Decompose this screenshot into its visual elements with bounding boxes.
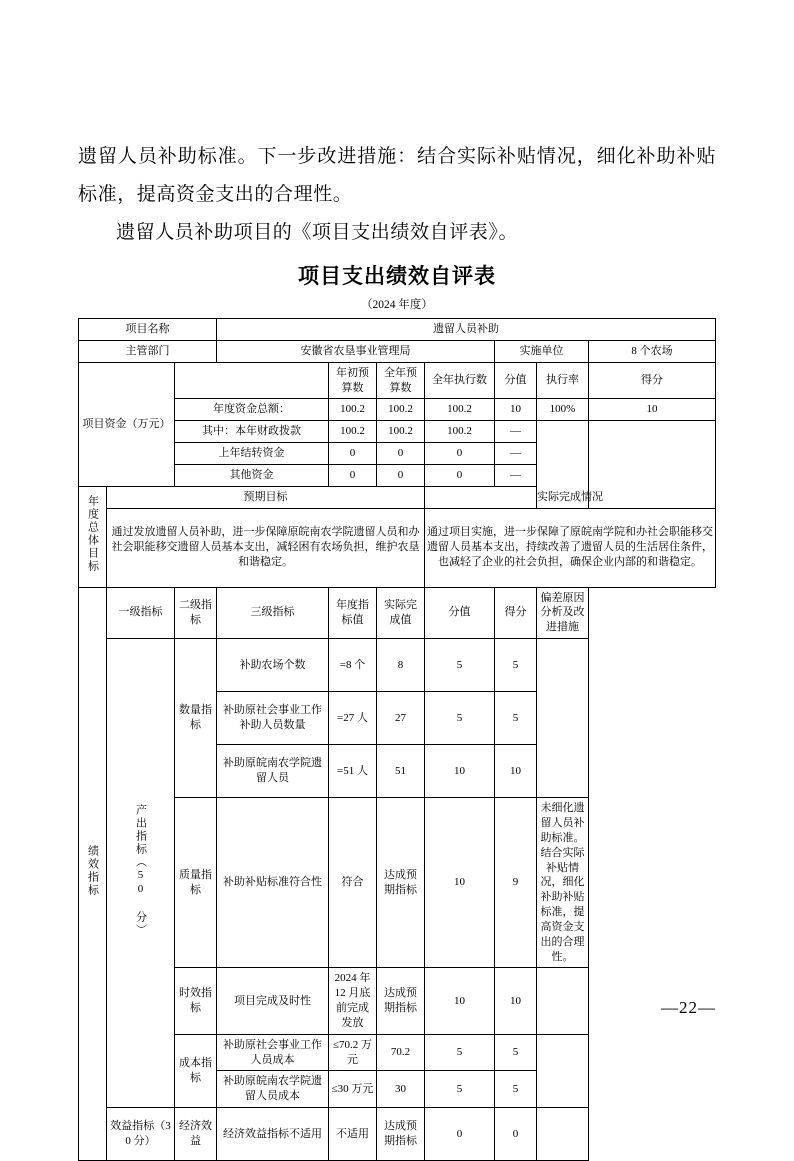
text-actual-completion: 通过项目实施，进一步保障了原皖南学院和办社会职能移交遗留人员基本支出，持续改善了遗留人员的生活居住条件，也减轻了企业的社会负担，确保企业内部的和谐稳定。 <box>425 508 716 587</box>
indicator-5-actual: 70.2 <box>377 1034 425 1071</box>
indicator-7-note <box>537 1108 589 1161</box>
funds-row-1-name: 其中：本年财政拨款 <box>175 421 329 443</box>
indicator-4-note <box>537 968 589 1034</box>
table-row <box>79 639 716 692</box>
table-row <box>79 587 716 639</box>
funds-row-0-name: 年度资金总额： <box>175 399 329 421</box>
sub-quantity-indicator: 数量指标 <box>175 639 217 798</box>
table-row <box>79 340 716 362</box>
indicator-1-got: 5 <box>495 692 537 745</box>
funds-row-0-c6: 10 <box>589 399 716 421</box>
header-level2-indicator: 二级指标 <box>175 587 217 639</box>
indicator-1-target: =27 人 <box>329 692 377 745</box>
indicator-0-score: 5 <box>425 639 495 692</box>
indicator-cost-note <box>537 1034 589 1107</box>
performance-self-evaluation-table <box>78 318 716 1161</box>
table-row <box>79 508 716 587</box>
table-row <box>79 319 716 341</box>
funds-row-0-c1: 100.2 <box>329 399 377 421</box>
indicator-5-target: ≤70.2 万元 <box>329 1034 377 1071</box>
funds-row-0-c3: 100.2 <box>425 399 495 421</box>
table-row <box>79 1108 716 1161</box>
funds-row-2-c3: 0 <box>425 443 495 465</box>
header-point-value: 分值 <box>425 587 495 639</box>
indicator-2-name: 补助原皖南农学院遗留人员 <box>217 745 329 798</box>
indicator-0-target: =8 个 <box>329 639 377 692</box>
indicator-6-target: ≤30 万元 <box>329 1071 377 1108</box>
table-row <box>79 399 716 421</box>
indicator-6-actual: 30 <box>377 1071 425 1108</box>
header-expected-goal: 预期目标 <box>107 486 425 508</box>
table-row <box>79 421 716 443</box>
funds-row-0-c4: 10 <box>495 399 537 421</box>
funds-header-blank <box>175 362 329 399</box>
indicator-3-score: 10 <box>425 798 495 968</box>
indicator-quantity-note <box>537 639 589 798</box>
table-row <box>79 968 716 1034</box>
funds-row-0-c5: 100% <box>537 399 589 421</box>
sub-quality-indicator: 质量指标 <box>175 798 217 968</box>
funds-header-2: 全年执行数 <box>425 362 495 399</box>
page-number: —22— <box>661 998 716 1017</box>
indicator-1-actual: 27 <box>377 692 425 745</box>
indicator-2-got: 10 <box>495 745 537 798</box>
label-implementing-unit: 实施单位 <box>495 340 589 362</box>
sub-timeliness-indicator: 时效指标 <box>175 968 217 1034</box>
group-output-indicator-text: 产出指标（50 分） <box>134 804 147 938</box>
table-row <box>79 362 716 399</box>
indicator-3-name: 补助补贴标准符合性 <box>217 798 329 968</box>
indicator-4-got: 10 <box>495 968 537 1034</box>
indicator-5-got: 5 <box>495 1034 537 1071</box>
indicator-6-name: 补助原皖南农学院遗留人员成本 <box>217 1071 329 1108</box>
indicator-3-got: 9 <box>495 798 537 968</box>
funds-row-1-c1: 100.2 <box>329 421 377 443</box>
funds-header-3: 分值 <box>495 362 537 399</box>
header-actual-value: 实际完成值 <box>377 587 425 639</box>
label-department: 主管部门 <box>79 340 217 362</box>
indicator-2-actual: 51 <box>377 745 425 798</box>
indicator-0-got: 5 <box>495 639 537 692</box>
indicator-3-actual: 达成预期指标 <box>377 798 425 968</box>
indicator-3-target: 符合 <box>329 798 377 968</box>
indicator-7-target: 不适用 <box>329 1108 377 1161</box>
table-row <box>79 486 716 508</box>
indicator-6-score: 5 <box>425 1071 495 1108</box>
label-performance-indicators <box>79 587 107 1161</box>
paragraph-reference: 遗留人员补助项目的《项目支出绩效自评表》。 <box>116 222 519 243</box>
indicator-5-name: 补助原社会事业工作人员成本 <box>217 1034 329 1071</box>
header-score: 得分 <box>495 587 537 639</box>
funds-row-3-c4: — <box>495 464 537 486</box>
funds-row-2-c1: 0 <box>329 443 377 465</box>
header-level1-indicator: 一级指标 <box>107 587 175 639</box>
indicator-0-actual: 8 <box>377 639 425 692</box>
funds-row-3-c2: 0 <box>377 464 425 486</box>
funds-row-2-name: 上年结转资金 <box>175 443 329 465</box>
funds-row-2-c2: 0 <box>377 443 425 465</box>
indicator-3-note: 未细化遗留人员补助标准。结合实际补贴情况，细化补助补贴标准，提高资金支出的合理性。 <box>537 798 589 968</box>
funds-row-0-c2: 100.2 <box>377 399 425 421</box>
header-deviation-analysis: 偏差原因分析及改进措施 <box>537 587 589 639</box>
text-expected-goal: 通过发放遗留人员补助，进一步保障原皖南农学院遗留人员和办社会职能移交遗留人员基本支出，减轻困有农场负担，维护农垦和谐稳定。 <box>107 508 425 587</box>
value-department: 安徽省农垦事业管理局 <box>217 340 495 362</box>
table-year-subtitle: （2024 年度） <box>361 299 433 311</box>
header-actual-completion: 实际完成情况 <box>425 486 716 508</box>
header-level3-indicator: 三级指标 <box>217 587 329 639</box>
value-project-name: 遗留人员补助 <box>217 319 716 341</box>
table-row <box>79 798 716 968</box>
indicator-2-target: =51 人 <box>329 745 377 798</box>
indicator-4-name: 项目完成及时性 <box>217 968 329 1034</box>
group-output-indicator <box>107 639 175 1108</box>
table-row <box>79 1034 716 1071</box>
funds-row-1-c3: 100.2 <box>425 421 495 443</box>
funds-row-2-c4: — <box>495 443 537 465</box>
sub-cost-indicator: 成本指标 <box>175 1034 217 1107</box>
funds-header-4: 执行率 <box>537 362 589 399</box>
funds-header-1: 全年预算数 <box>377 362 425 399</box>
funds-row-3-name: 其他资金 <box>175 464 329 486</box>
header-annual-target: 年度指标值 <box>329 587 377 639</box>
funds-row-1-c4: — <box>495 421 537 443</box>
indicator-7-name: 经济效益指标不适用 <box>217 1108 329 1161</box>
indicator-2-score: 10 <box>425 745 495 798</box>
indicator-4-score: 10 <box>425 968 495 1034</box>
label-annual-overall-goal <box>79 486 107 587</box>
funds-row-3-c1: 0 <box>329 464 377 486</box>
funds-header-0: 年初预算数 <box>329 362 377 399</box>
indicator-1-name: 补助原社会事业工作补助人员数量 <box>217 692 329 745</box>
funds-row-1-c2: 100.2 <box>377 421 425 443</box>
group-benefit-indicator: 效益指标（30 分） <box>107 1108 175 1161</box>
page-title: 项目支出绩效自评表 <box>298 265 496 288</box>
value-implementing-unit: 8 个农场 <box>589 340 716 362</box>
funds-header-5: 得分 <box>589 362 716 399</box>
label-project-funds: 项目资金（万元） <box>79 362 175 486</box>
indicator-7-actual: 达成预期指标 <box>377 1108 425 1161</box>
funds-row-3-c3: 0 <box>425 464 495 486</box>
label-project-name: 项目名称 <box>79 319 217 341</box>
label-annual-overall-goal-text: 年度总体目标 <box>86 495 99 574</box>
indicator-0-name: 补助农场个数 <box>217 639 329 692</box>
indicator-7-score: 0 <box>425 1108 495 1161</box>
indicator-5-score: 5 <box>425 1034 495 1071</box>
indicator-7-got: 0 <box>495 1108 537 1161</box>
indicator-4-target: 2024 年 12 月底前完成发放 <box>329 968 377 1034</box>
paragraph-continued: 遗留人员补助标准。下一步改进措施：结合实际补贴情况，细化补助补贴标准，提高资金支出的合理性。 <box>78 146 716 205</box>
indicator-1-score: 5 <box>425 692 495 745</box>
indicator-4-actual: 达成预期指标 <box>377 968 425 1034</box>
label-performance-indicators-text: 绩效指标 <box>86 845 99 898</box>
indicator-6-got: 5 <box>495 1071 537 1108</box>
sub-economic-benefit: 经济效益 <box>175 1108 217 1161</box>
